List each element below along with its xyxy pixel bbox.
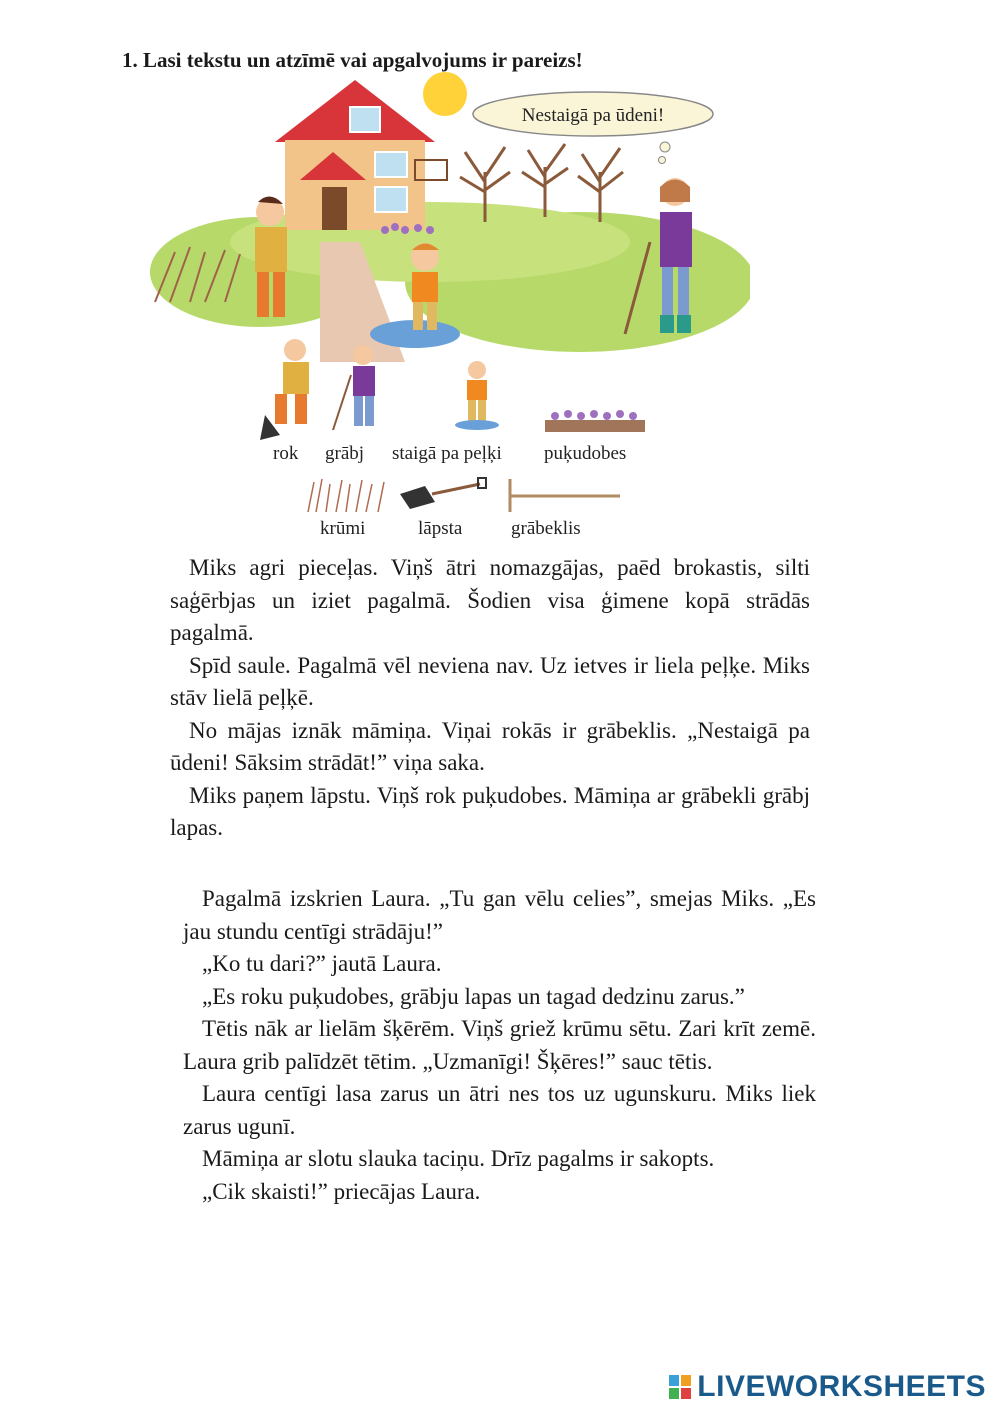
digging-boy-picture	[260, 339, 309, 440]
exercise-heading: 1. Lasi tekstu un atzīmē vai apgalvojums ir pareizs!	[122, 48, 583, 72]
paragraph: Māmiņa ar slotu slauka taciņu. Drīz pagalms ir sakopts.	[202, 1146, 715, 1171]
flowerbed-picture	[545, 410, 645, 432]
rake-picture	[510, 479, 620, 512]
label-lapsta: lāpsta	[418, 518, 463, 539]
paragraph: Miks paņem lāpstu. Viņš rok puķudobes. Māmiņa ar grābekli grābj lapas.	[170, 782, 810, 840]
boy-figure	[411, 243, 439, 330]
label-grabeklis: grābeklis	[511, 518, 581, 539]
yard-illustration	[150, 72, 750, 372]
watermark-text: LIVEWORKSHEETS	[697, 1370, 986, 1403]
paragraph: „Es roku puķudobes, grābju lapas un tagad dedzinu zarus.”	[202, 983, 745, 1009]
paragraph: Miks agri pieceļas. Viņš ātri nomazgājas, paēd brokastis, silti saģērbjas un iziet pagalmā. Šodien visa ģimene kopā strādās pagalmā.	[170, 555, 810, 645]
vocabulary-pictures-row1	[255, 330, 655, 440]
liveworksheets-watermark	[669, 1370, 986, 1404]
paragraph: Tētis nāk ar lielām šķērēm. Viņš griež krūmu sētu. Zari krīt zemē. Laura grib palīdzēt tētim. „Uzmanīgi! Šķēres!” sauc tētis.	[183, 1016, 816, 1074]
raking-girl-picture	[333, 345, 375, 430]
liveworksheets-logo-icon	[669, 1375, 691, 1399]
bushes-picture	[308, 479, 384, 512]
puddle-boy-picture	[455, 361, 499, 430]
story-part-2	[183, 883, 816, 1208]
paragraph: Pagalmā izskrien Laura. „Tu gan vēlu celies”, smejas Miks. „Es jau stundu centīgi strādāju!”	[183, 886, 816, 944]
story-part-1	[170, 552, 810, 845]
paragraph: Spīd saule. Pagalmā vēl neviena nav. Uz ietves ir liela peļķe. Miks stāv lielā peļķē.	[170, 652, 810, 710]
shovel-picture	[400, 478, 486, 509]
paragraph: Laura centīgi lasa zarus un ātri nes tos uz ugunskuru. Miks liek zarus ugunī.	[183, 1081, 816, 1139]
paragraph: „Ko tu dari?” jautā Laura.	[202, 951, 442, 976]
label-rok: rok	[273, 443, 299, 464]
label-staiga: staigā pa peļķi	[392, 443, 502, 464]
speech-bubble-text: Nestaigā pa ūdeni!	[521, 105, 665, 126]
label-krumi: krūmi	[320, 518, 366, 539]
paragraph: No mājas iznāk māmiņa. Viņai rokās ir grābeklis. „Nestaigā pa ūdeni! Sāksim strādāt!” viņa saka.	[170, 717, 810, 775]
vocabulary-pictures-row2	[300, 474, 630, 516]
label-pukudobes: puķudobes	[544, 443, 627, 464]
label-grabj: grābj	[325, 443, 365, 464]
paragraph: „Cik skaisti!” priecājas Laura.	[202, 1178, 481, 1204]
